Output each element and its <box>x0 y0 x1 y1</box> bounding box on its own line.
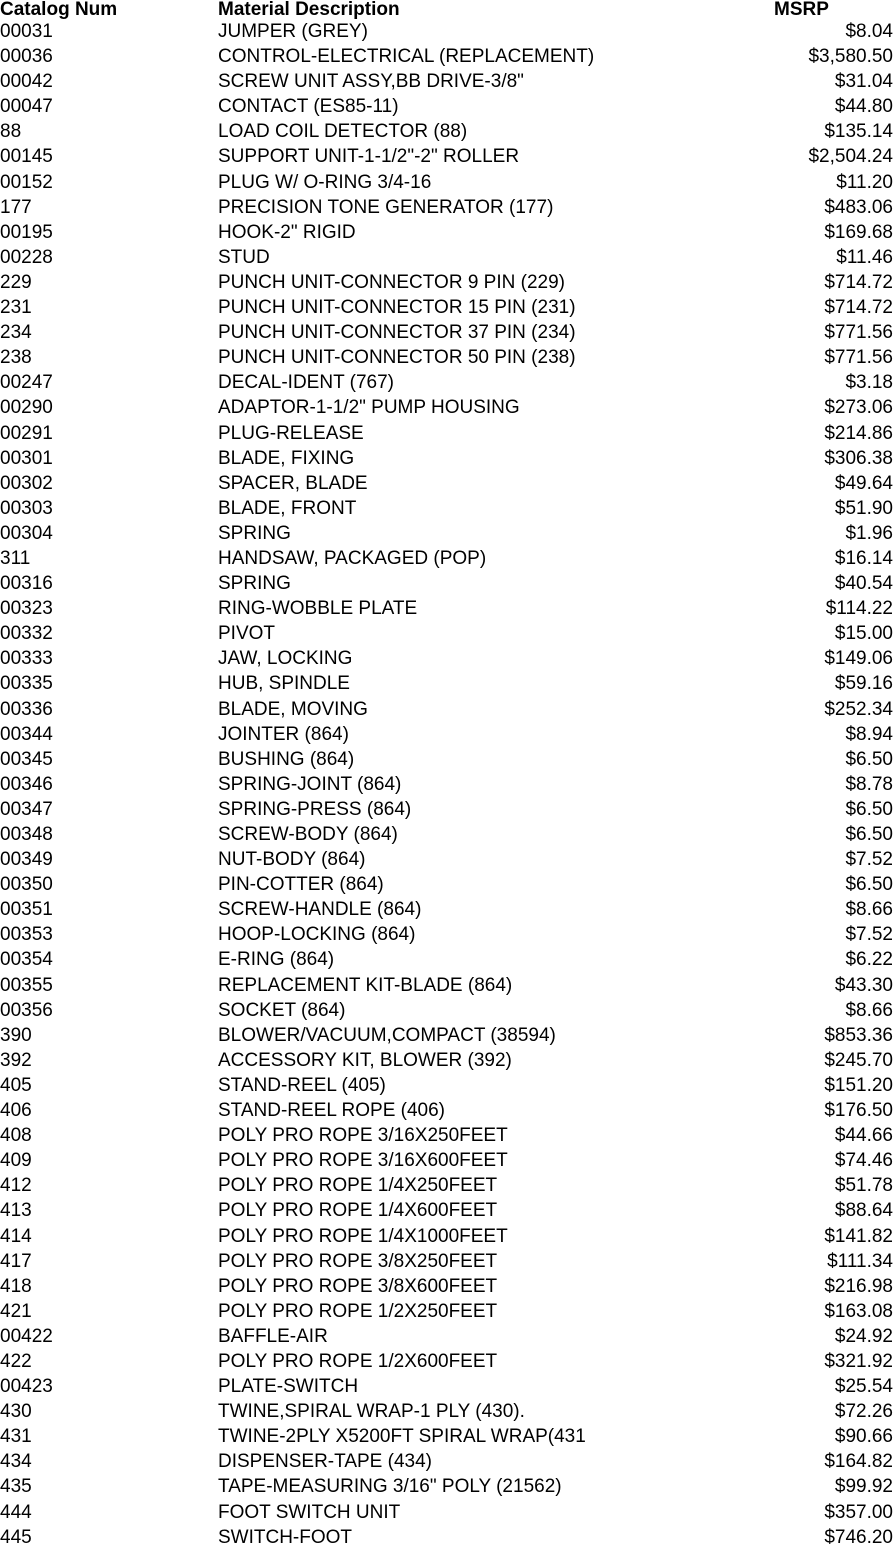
table-row <box>0 446 893 471</box>
material-description-cell: CONTROL-ELECTRICAL (REPLACEMENT) <box>218 46 595 68</box>
catalog-num-cell: 229 <box>0 271 32 293</box>
material-description-cell: DISPENSER-TAPE (434) <box>218 1451 432 1473</box>
catalog-num-cell: 00350 <box>0 874 53 896</box>
catalog-num-cell: 00304 <box>0 522 53 544</box>
material-description-cell: REPLACEMENT KIT-BLADE (864) <box>218 974 513 996</box>
catalog-num-cell: 00333 <box>0 648 53 670</box>
material-description-cell: POLY PRO ROPE 1/4X1000FEET <box>218 1225 508 1247</box>
msrp-cell: $135.14 <box>824 121 893 143</box>
msrp-cell: $163.08 <box>824 1300 893 1322</box>
table-row <box>0 19 893 44</box>
table-row <box>0 1073 893 1098</box>
table-row <box>0 471 893 496</box>
catalog-num-cell: 00316 <box>0 573 53 595</box>
header-msrp: MSRP <box>774 0 829 20</box>
material-description-cell: POLY PRO ROPE 3/8X250FEET <box>218 1250 498 1272</box>
material-description-cell: BLADE, MOVING <box>218 698 368 720</box>
table-row <box>0 646 893 671</box>
msrp-cell: $141.82 <box>824 1225 893 1247</box>
msrp-cell: $214.86 <box>824 422 893 444</box>
table-row <box>0 1098 893 1123</box>
catalog-num-cell: 00228 <box>0 246 53 268</box>
catalog-num-cell: 00351 <box>0 899 53 921</box>
header-material-description: Material Description <box>218 0 400 20</box>
table-row <box>0 170 893 195</box>
msrp-cell: $11.46 <box>836 246 893 268</box>
msrp-cell: $245.70 <box>824 1049 893 1071</box>
catalog-num-cell: 00336 <box>0 698 53 720</box>
table-row <box>0 1198 893 1223</box>
catalog-num-cell: 445 <box>0 1526 32 1548</box>
material-description-cell: POLY PRO ROPE 1/2X250FEET <box>218 1300 498 1322</box>
msrp-cell: $11.20 <box>836 171 893 193</box>
catalog-num-cell: 00423 <box>0 1376 53 1398</box>
table-row <box>0 822 893 847</box>
msrp-cell: $771.56 <box>824 322 893 344</box>
table-row <box>0 1324 893 1349</box>
material-description-cell: POLY PRO ROPE 3/16X600FEET <box>218 1150 508 1172</box>
msrp-cell: $6.22 <box>845 949 893 971</box>
material-description-cell: PUNCH UNIT-CONNECTOR 15 PIN (231) <box>218 297 576 319</box>
msrp-cell: $6.50 <box>845 748 893 770</box>
material-description-cell: JAW, LOCKING <box>218 648 353 670</box>
catalog-num-cell: 418 <box>0 1275 32 1297</box>
catalog-num-cell: 00422 <box>0 1325 53 1347</box>
msrp-cell: $746.20 <box>824 1526 893 1548</box>
table-row <box>0 722 893 747</box>
table-row <box>0 998 893 1023</box>
catalog-num-cell: 00353 <box>0 924 53 946</box>
msrp-cell: $8.66 <box>845 899 893 921</box>
msrp-cell: $16.14 <box>834 547 893 569</box>
material-description-cell: HOOK-2" RIGID <box>218 221 356 243</box>
msrp-cell: $114.22 <box>825 598 893 620</box>
material-description-cell: NUT-BODY (864) <box>218 849 366 871</box>
catalog-num-cell: 00152 <box>0 171 53 193</box>
catalog-num-cell: 00247 <box>0 372 53 394</box>
table-row <box>0 320 893 345</box>
material-description-cell: SCREW UNIT ASSY,BB DRIVE-3/8" <box>218 71 524 93</box>
msrp-cell: $252.34 <box>824 698 893 720</box>
catalog-num-cell: 390 <box>0 1024 32 1046</box>
msrp-cell: $59.16 <box>834 673 893 695</box>
msrp-cell: $43.30 <box>834 974 893 996</box>
catalog-num-cell: 431 <box>0 1426 32 1448</box>
material-description-cell: PIN-COTTER (864) <box>218 874 384 896</box>
msrp-cell: $8.94 <box>845 723 893 745</box>
material-description-cell: E-RING (864) <box>218 949 335 971</box>
table-row <box>0 1374 893 1399</box>
msrp-cell: $6.50 <box>845 874 893 896</box>
table-row <box>0 697 893 722</box>
table-row <box>0 596 893 621</box>
material-description-cell: PUNCH UNIT-CONNECTOR 9 PIN (229) <box>218 271 565 293</box>
msrp-cell: $31.04 <box>834 71 893 93</box>
material-description-cell: ACCESSORY KIT, BLOWER (392) <box>218 1049 512 1071</box>
material-description-cell: BLADE, FRONT <box>218 497 357 519</box>
table-body <box>0 19 893 1550</box>
catalog-num-cell: 417 <box>0 1250 32 1272</box>
catalog-num-cell: 421 <box>0 1300 32 1322</box>
catalog-num-cell: 406 <box>0 1100 32 1122</box>
msrp-cell: $714.72 <box>824 271 893 293</box>
msrp-cell: $714.72 <box>824 297 893 319</box>
table-row <box>0 1500 893 1525</box>
material-description-cell: SPRING <box>218 573 291 595</box>
catalog-num-cell: 00042 <box>0 71 53 93</box>
catalog-num-cell: 413 <box>0 1200 32 1222</box>
table-row <box>0 1048 893 1073</box>
material-description-cell: SOCKET (864) <box>218 999 346 1021</box>
catalog-num-cell: 00323 <box>0 598 53 620</box>
catalog-num-cell: 00346 <box>0 773 53 795</box>
catalog-num-cell: 00302 <box>0 472 53 494</box>
table-row <box>0 797 893 822</box>
msrp-cell: $44.80 <box>834 96 893 118</box>
material-description-cell: STUD <box>218 246 270 268</box>
table-row <box>0 144 893 169</box>
msrp-cell: $25.54 <box>834 1376 893 1398</box>
msrp-cell: $90.66 <box>834 1426 893 1448</box>
material-description-cell: SUPPORT UNIT-1-1/2"-2" ROLLER <box>218 146 520 168</box>
msrp-cell: $88.64 <box>834 1200 893 1222</box>
table-row <box>0 245 893 270</box>
msrp-cell: $853.36 <box>824 1024 893 1046</box>
catalog-num-cell: 00355 <box>0 974 53 996</box>
msrp-cell: $321.92 <box>824 1350 893 1372</box>
table-row <box>0 119 893 144</box>
table-row <box>0 947 893 972</box>
catalog-num-cell: 435 <box>0 1476 32 1498</box>
material-description-cell: POLY PRO ROPE 3/16X250FEET <box>218 1125 508 1147</box>
msrp-cell: $8.66 <box>845 999 893 1021</box>
msrp-cell: $6.50 <box>845 824 893 845</box>
msrp-cell: $2,504.24 <box>808 146 893 168</box>
table-header <box>0 0 893 19</box>
msrp-cell: $7.52 <box>845 924 893 946</box>
msrp-cell: $483.06 <box>824 196 893 218</box>
table-row <box>0 1173 893 1198</box>
msrp-cell: $111.34 <box>827 1250 893 1272</box>
catalog-num-cell: 00349 <box>0 849 53 871</box>
table-row <box>0 195 893 220</box>
msrp-cell: $74.46 <box>834 1150 893 1172</box>
table-row <box>0 1525 893 1550</box>
catalog-num-cell: 88 <box>0 121 22 143</box>
msrp-cell: $44.66 <box>834 1125 893 1147</box>
catalog-num-cell: 412 <box>0 1175 32 1197</box>
catalog-num-cell: 414 <box>0 1225 32 1247</box>
table-row <box>0 872 893 897</box>
material-description-cell: FOOT SWITCH UNIT <box>218 1501 401 1523</box>
material-description-cell: STAND-REEL (405) <box>218 1074 386 1096</box>
table-row <box>0 521 893 546</box>
catalog-num-cell: 00291 <box>0 422 53 444</box>
table-row <box>0 1023 893 1048</box>
catalog-num-cell: 238 <box>0 347 32 369</box>
msrp-cell: $51.90 <box>834 497 893 519</box>
table-row <box>0 621 893 646</box>
material-description-cell: BLADE, FIXING <box>218 447 355 469</box>
msrp-cell: $51.78 <box>834 1175 893 1197</box>
msrp-cell: $151.20 <box>824 1074 893 1096</box>
table-row <box>0 671 893 696</box>
table-row <box>0 395 893 420</box>
catalog-num-cell: 00047 <box>0 96 53 118</box>
catalog-num-cell: 00036 <box>0 46 53 68</box>
msrp-cell: $176.50 <box>824 1100 893 1122</box>
catalog-num-cell: 434 <box>0 1451 32 1473</box>
table-row <box>0 370 893 395</box>
msrp-cell: $306.38 <box>824 447 893 469</box>
table-row <box>0 1224 893 1249</box>
table-row <box>0 496 893 521</box>
table-row <box>0 1274 893 1299</box>
table-row <box>0 94 893 119</box>
catalog-num-cell: 00347 <box>0 798 53 820</box>
msrp-cell: $6.50 <box>845 798 893 820</box>
material-description-cell: LOAD COIL DETECTOR (88) <box>218 121 468 143</box>
catalog-num-cell: 00145 <box>0 146 53 168</box>
msrp-cell: $149.06 <box>824 648 893 670</box>
material-description-cell: TAPE-MEASURING 3/16" POLY (21562) <box>218 1476 562 1498</box>
table-row <box>0 1349 893 1374</box>
msrp-cell: $164.82 <box>824 1451 893 1473</box>
table-row <box>0 571 893 596</box>
material-description-cell: BAFFLE-AIR <box>218 1325 328 1347</box>
material-description-cell: DECAL-IDENT (767) <box>218 372 394 394</box>
table-row <box>0 973 893 998</box>
material-description-cell: PUNCH UNIT-CONNECTOR 37 PIN (234) <box>218 322 576 344</box>
catalog-num-cell: 392 <box>0 1049 32 1071</box>
msrp-cell: $771.56 <box>824 347 893 369</box>
material-description-cell: POLY PRO ROPE 1/4X250FEET <box>218 1175 498 1197</box>
material-description-cell: JUMPER (GREY) <box>218 21 368 42</box>
material-description-cell: PIVOT <box>218 623 276 645</box>
material-description-cell: SCREW-BODY (864) <box>218 824 398 845</box>
catalog-num-cell: 00303 <box>0 497 53 519</box>
catalog-num-cell: 00195 <box>0 221 53 243</box>
table-row <box>0 1424 893 1449</box>
msrp-cell: $3.18 <box>845 372 893 394</box>
material-description-cell: PRECISION TONE GENERATOR (177) <box>218 196 554 218</box>
table-row <box>0 1299 893 1324</box>
material-description-cell: SWITCH-FOOT <box>218 1526 353 1548</box>
catalog-num-cell: 00335 <box>0 673 53 695</box>
table-row <box>0 270 893 295</box>
table-row <box>0 747 893 772</box>
material-description-cell: PUNCH UNIT-CONNECTOR 50 PIN (238) <box>218 347 576 369</box>
table-row <box>0 69 893 94</box>
table-row <box>0 847 893 872</box>
msrp-cell: $49.64 <box>834 472 893 494</box>
msrp-cell: $8.04 <box>845 21 893 42</box>
catalog-num-cell: 177 <box>0 196 32 218</box>
table-row <box>0 44 893 69</box>
table-row <box>0 922 893 947</box>
msrp-cell: $216.98 <box>824 1275 893 1297</box>
header-catalog-num: Catalog Num <box>0 0 118 20</box>
catalog-num-cell: 408 <box>0 1125 32 1147</box>
material-description-cell: PLATE-SWITCH <box>218 1376 359 1398</box>
msrp-cell: $99.92 <box>834 1476 893 1498</box>
table-row <box>0 1123 893 1148</box>
msrp-cell: $7.52 <box>845 849 893 871</box>
catalog-num-cell: 00301 <box>0 447 53 469</box>
table-row <box>0 897 893 922</box>
table-row <box>0 1148 893 1173</box>
material-description-cell: SPRING <box>218 522 291 544</box>
table-row <box>0 345 893 370</box>
material-description-cell: HUB, SPINDLE <box>218 673 350 695</box>
material-description-cell: CONTACT (ES85-11) <box>218 96 399 118</box>
material-description-cell: HANDSAW, PACKAGED (POP) <box>218 547 487 569</box>
material-description-cell: PLUG W/ O-RING 3/4-16 <box>218 171 432 193</box>
catalog-num-cell: 231 <box>0 297 32 319</box>
msrp-cell: $169.68 <box>824 221 893 243</box>
material-description-cell: POLY PRO ROPE 1/2X600FEET <box>218 1350 498 1372</box>
material-description-cell: JOINTER (864) <box>218 723 349 745</box>
catalog-num-cell: 00290 <box>0 397 53 419</box>
catalog-num-cell: 234 <box>0 322 32 344</box>
catalog-num-cell: 00356 <box>0 999 53 1021</box>
table-row <box>0 421 893 446</box>
material-description-cell: SPRING-PRESS (864) <box>218 798 412 820</box>
catalog-num-cell: 00345 <box>0 748 53 770</box>
msrp-cell: $15.00 <box>834 623 893 645</box>
material-description-cell: HOOP-LOCKING (864) <box>218 924 416 946</box>
msrp-cell: $357.00 <box>824 1501 893 1523</box>
material-description-cell: POLY PRO ROPE 3/8X600FEET <box>218 1275 498 1297</box>
msrp-cell: $40.54 <box>834 573 893 595</box>
catalog-num-cell: 405 <box>0 1074 32 1096</box>
material-description-cell: TWINE-2PLY X5200FT SPIRAL WRAP(431 <box>218 1426 586 1448</box>
material-description-cell: SCREW-HANDLE (864) <box>218 899 422 921</box>
msrp-cell: $72.26 <box>834 1401 893 1423</box>
material-description-cell: BUSHING (864) <box>218 748 355 770</box>
msrp-cell: $273.06 <box>824 397 893 419</box>
catalog-num-cell: 422 <box>0 1350 32 1372</box>
catalog-num-cell: 311 <box>0 547 31 569</box>
material-description-cell: POLY PRO ROPE 1/4X600FEET <box>218 1200 498 1222</box>
table-row <box>0 1249 893 1274</box>
msrp-cell: $3,580.50 <box>808 46 893 68</box>
table-row <box>0 772 893 797</box>
catalog-num-cell: 00344 <box>0 723 53 745</box>
material-description-cell: RING-WOBBLE PLATE <box>218 598 418 620</box>
material-description-cell: TWINE,SPIRAL WRAP-1 PLY (430). <box>218 1401 525 1423</box>
msrp-cell: $1.96 <box>845 522 893 544</box>
catalog-num-cell: 409 <box>0 1150 32 1172</box>
msrp-cell: $8.78 <box>845 773 893 795</box>
table-row <box>0 1399 893 1424</box>
table-row <box>0 295 893 320</box>
material-description-cell: STAND-REEL ROPE (406) <box>218 1100 445 1122</box>
table-row <box>0 220 893 245</box>
msrp-cell: $24.92 <box>834 1325 893 1347</box>
material-description-cell: SPACER, BLADE <box>218 472 368 494</box>
catalog-num-cell: 00348 <box>0 824 53 845</box>
table-row <box>0 1449 893 1474</box>
catalog-num-cell: 00031 <box>0 21 53 42</box>
catalog-num-cell: 430 <box>0 1401 32 1423</box>
material-description-cell: PLUG-RELEASE <box>218 422 364 444</box>
material-description-cell: ADAPTOR-1-1/2" PUMP HOUSING <box>218 397 520 419</box>
catalog-num-cell: 00354 <box>0 949 53 971</box>
table-row <box>0 1474 893 1499</box>
table-row <box>0 546 893 571</box>
catalog-num-cell: 00332 <box>0 623 53 645</box>
material-description-cell: SPRING-JOINT (864) <box>218 773 402 795</box>
material-description-cell: BLOWER/VACUUM,COMPACT (38594) <box>218 1024 556 1046</box>
catalog-num-cell: 444 <box>0 1501 32 1523</box>
